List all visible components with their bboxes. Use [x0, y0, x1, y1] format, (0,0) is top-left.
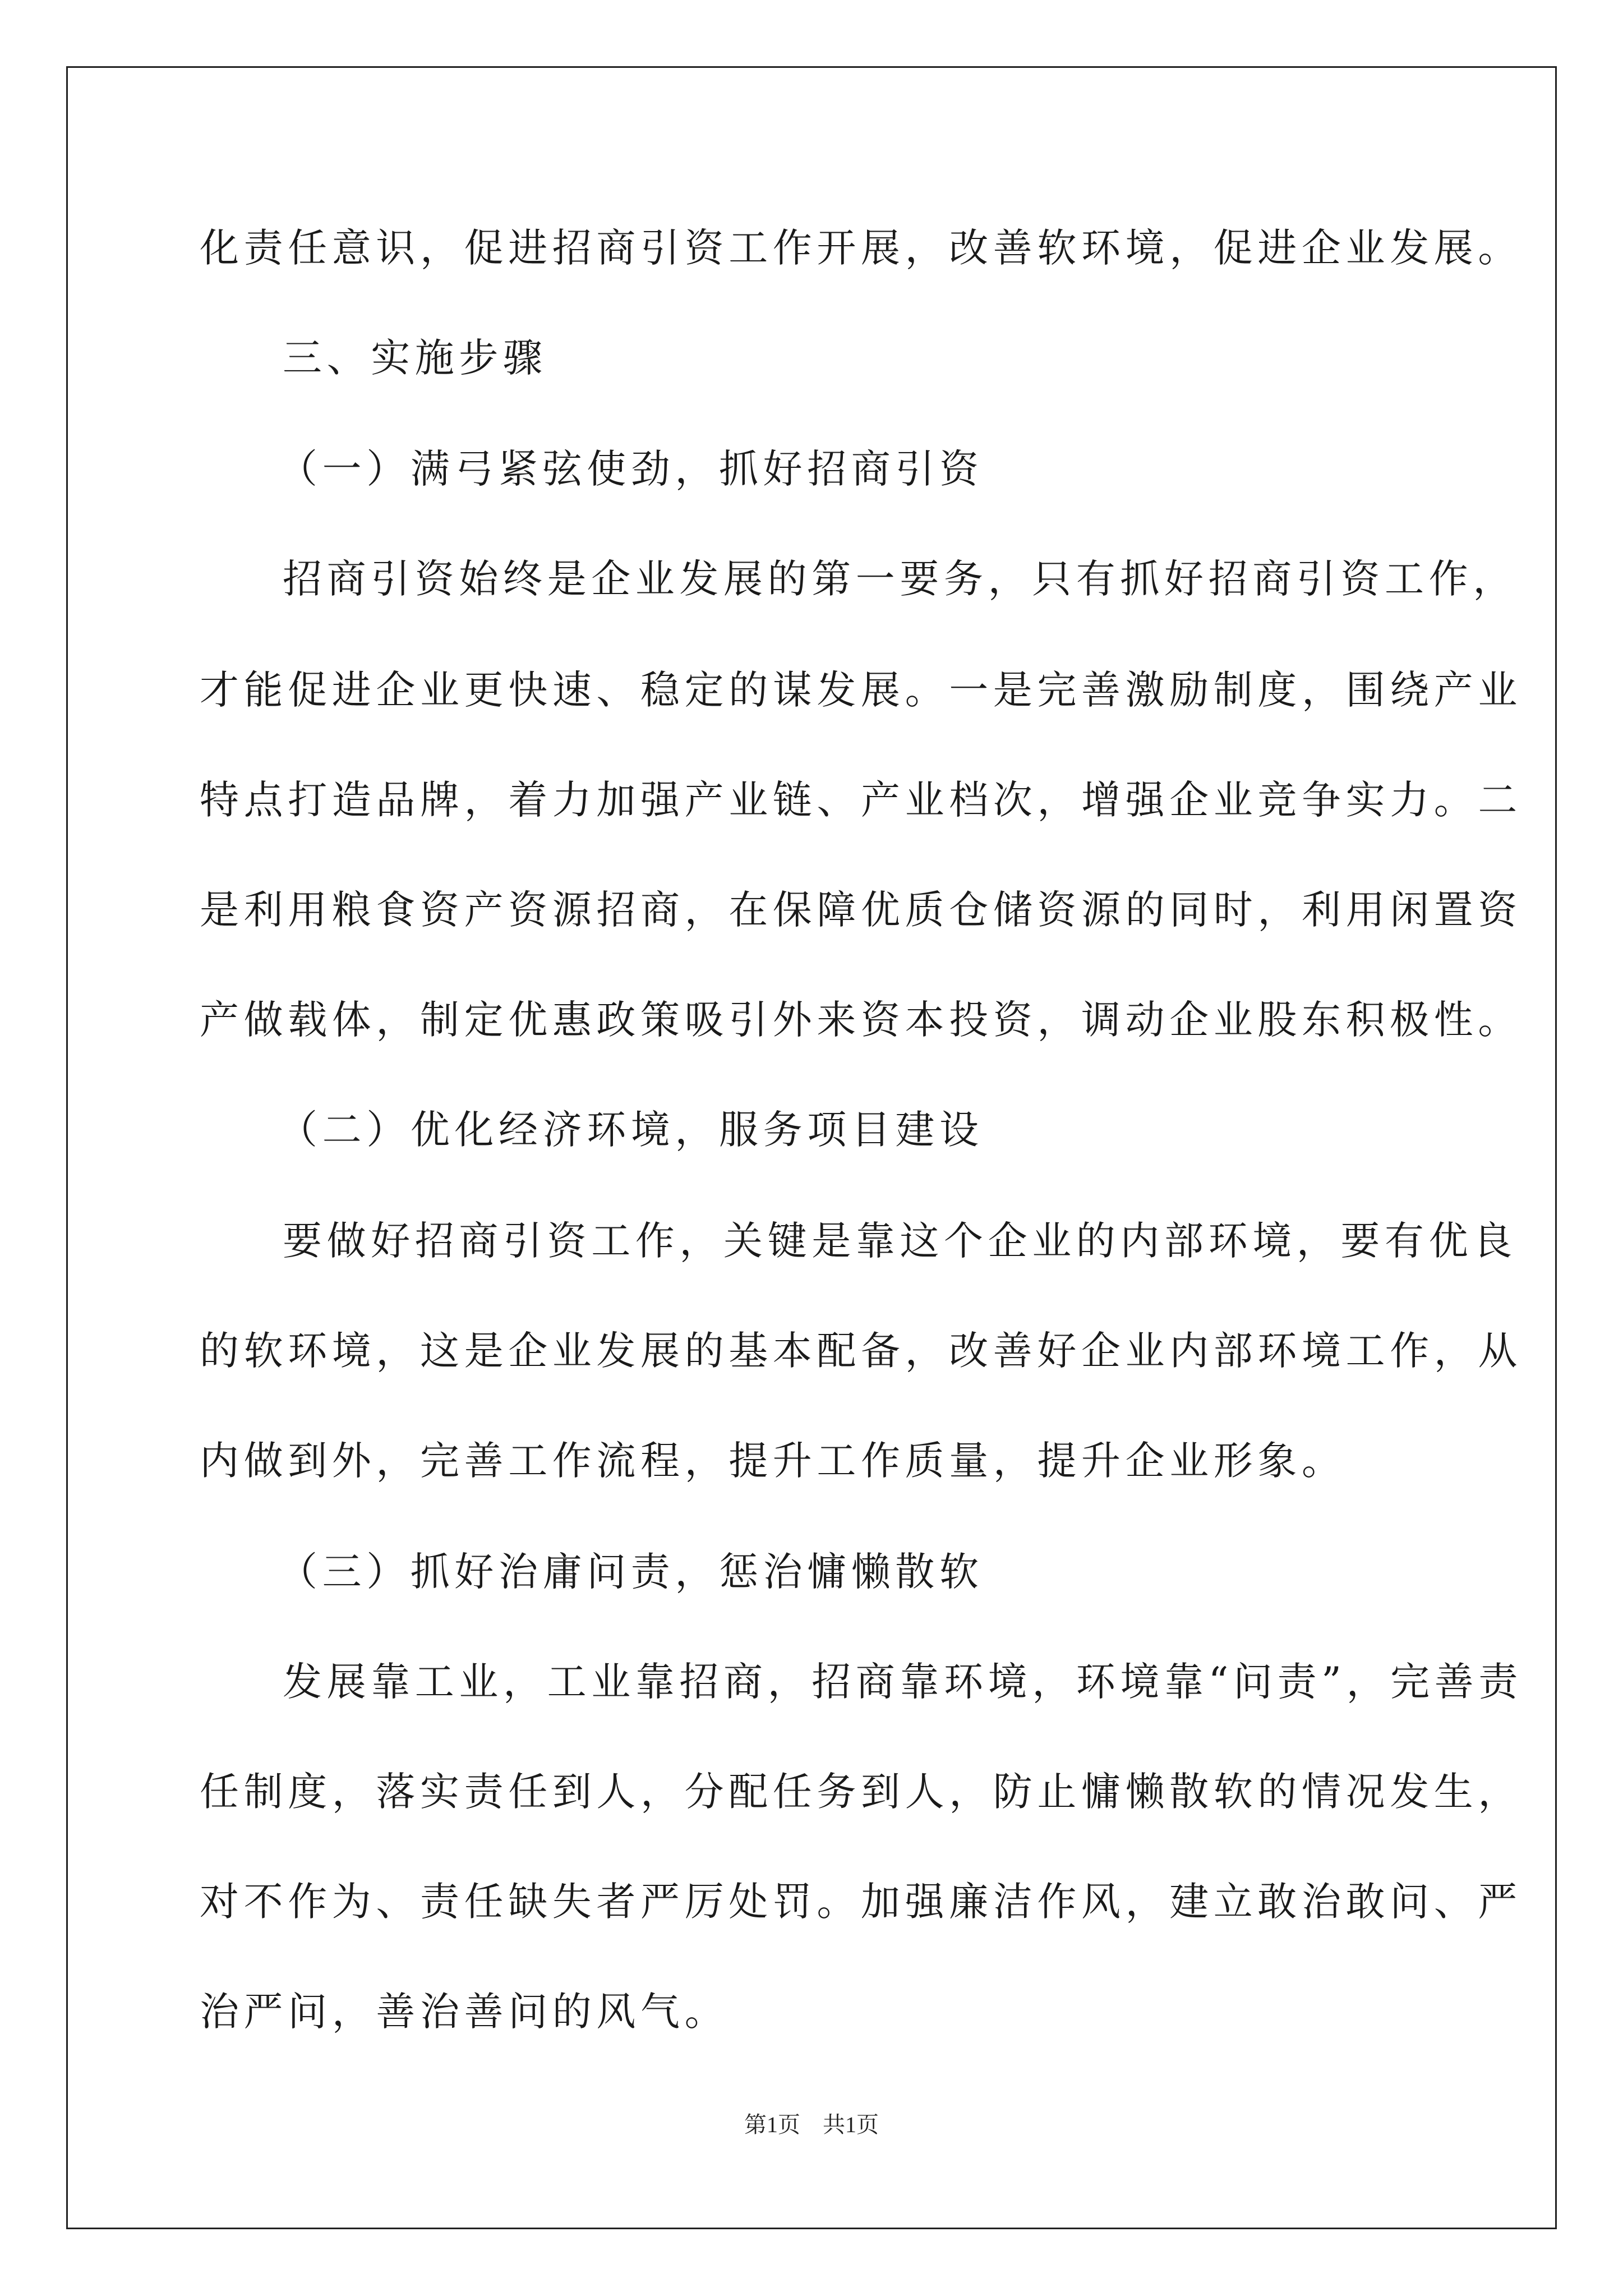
body-text-line: 的软环境，这是企业发展的基本配备，改善好企业内部环境工作，从 [200, 1328, 1522, 1374]
body-text-line: 招商引资始终是企业发展的第一要务，只有抓好招商引资工作， [283, 556, 1517, 602]
section-heading: 三、实施步骤 [283, 335, 547, 381]
body-text-line: 是利用粮食资产资源招商，在保障优质仓储资源的同时，利用闲置资 [200, 887, 1522, 933]
body-text-line: 内做到外，完善工作流程，提升工作质量，提升企业形象。 [200, 1438, 1346, 1484]
body-text-line: 要做好招商引资工作，关键是靠这个企业的内部环境，要有优良 [283, 1218, 1517, 1264]
body-text-line: 特点打造品牌，着力加强产业链、产业档次，增强企业竞争实力。二 [200, 777, 1522, 823]
body-text-line: 对不作为、责任缺失者严厉处罚。加强廉洁作风，建立敢治敢问、严 [200, 1879, 1522, 1925]
body-text-line: 化责任意识，促进招商引资工作开展，改善软环境，促进企业发展。 [200, 225, 1522, 271]
body-text-line: 发展靠工业，工业靠招商，招商靠环境，环境靠“问责”，完善责 [283, 1659, 1523, 1705]
subsection-heading: （一）满弓紧弦使劲，抓好招商引资 [278, 446, 984, 492]
subsection-heading: （二）优化经济环境，服务项目建设 [278, 1107, 984, 1153]
page-number-footer: 第1页 共1页 [744, 2112, 879, 2137]
body-text-line: 才能促进企业更快速、稳定的谋发展。一是完善激励制度，围绕产业 [200, 667, 1522, 713]
body-text-line: 任制度，落实责任到人，分配任务到人，防止慵懒散软的情况发生， [200, 1769, 1522, 1815]
body-text-line: 产做载体，制定优惠政策吸引外来资本投资，调动企业股东积极性。 [200, 997, 1522, 1043]
body-text-line: 治严问，善治善问的风气。 [200, 1989, 729, 2035]
subsection-heading: （三）抓好治庸问责，惩治慵懒散软 [278, 1549, 984, 1595]
